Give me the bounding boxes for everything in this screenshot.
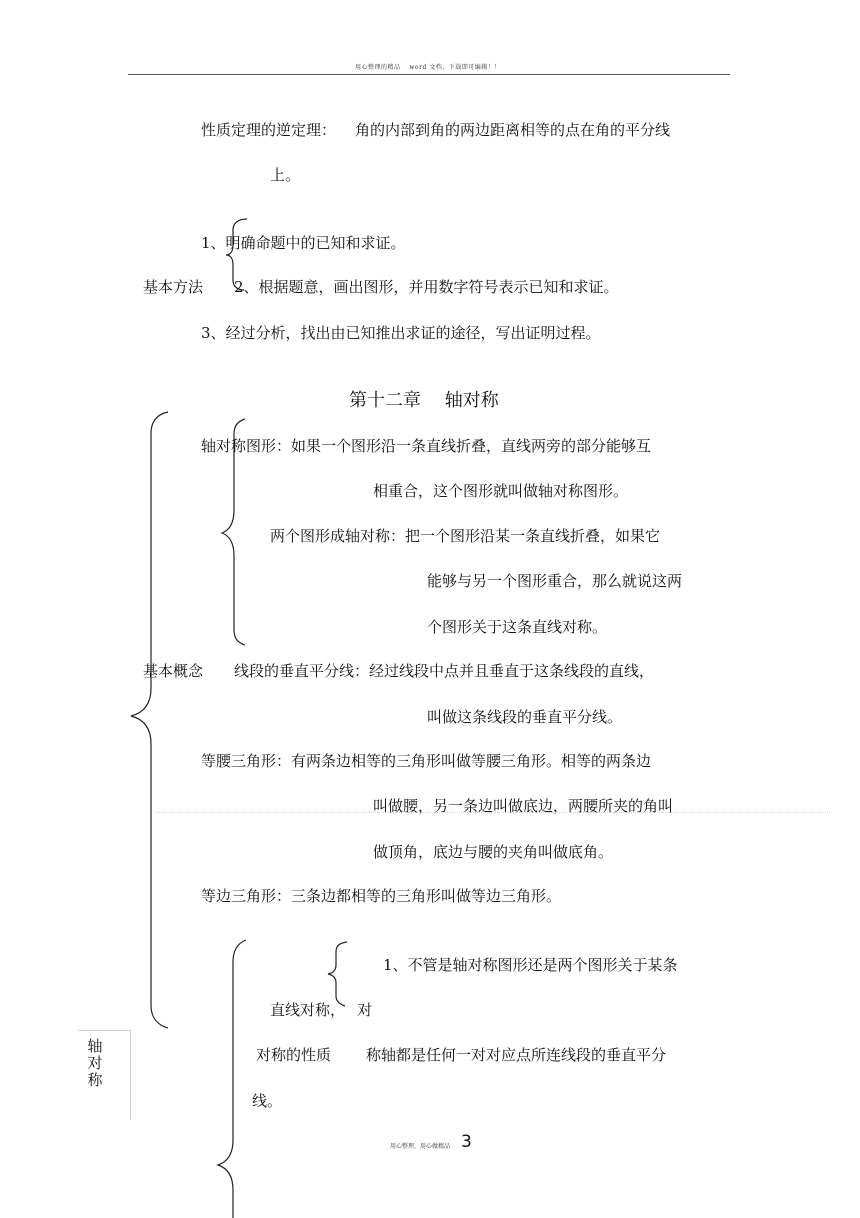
property-1-line4: 线。	[252, 1092, 283, 1110]
footer-note: 用心整理，用心做精品	[390, 1143, 451, 1150]
brace-property-1	[328, 942, 347, 1006]
two-figures-def-line2: 能够与另一个图形重合，那么就说这两	[427, 572, 683, 590]
method-label: 基本方法	[143, 278, 204, 296]
axis-figure-def-line2: 相重合，这个图形就叫做轴对称图形。	[373, 482, 629, 500]
chapter-title: 第十二章 轴对称	[349, 390, 499, 411]
bisector-def-line2: 叫做这条线段的垂直平分线。	[427, 708, 623, 726]
method-step-2: 2、根据题意，画出图形，并用数字符号表示已知和求证。	[234, 278, 619, 296]
method-step-3: 3、经过分析，找出由已知推出求证的途径，写出证明过程。	[201, 324, 601, 342]
isosceles-def-line1: 等腰三角形：有两条边相等的三角形叫做等腰三角形。相等的两条边	[201, 752, 652, 770]
property-1-line1: 1、不管是轴对称图形还是两个图形关于某条	[383, 956, 678, 974]
brace-method	[226, 219, 247, 290]
property-1-line2: 直线对称， 对	[270, 1001, 373, 1019]
two-figures-def-line3: 个图形关于这条直线对称。	[427, 618, 608, 636]
converse-theorem-line2: 上。	[270, 166, 301, 184]
basic-concepts-label: 基本概念	[143, 662, 204, 680]
page-number: 3	[461, 1132, 472, 1152]
isosceles-def-line3: 做顶角，底边与腰的夹角叫做底角。	[373, 843, 614, 861]
converse-theorem-line1: 角的内部到角的两边距离相等的点在角的平分线	[355, 121, 671, 139]
symmetry-properties-label: 对称的性质	[256, 1046, 332, 1064]
header-note: 用心整理的精品 word 文档，下载即可编辑！！	[355, 64, 501, 71]
brace-basic-concepts	[131, 412, 168, 1028]
equilateral-def: 等边三角形：三条边都相等的三角形叫做等边三角形。	[201, 887, 562, 905]
converse-theorem-label: 性质定理的逆定理：	[201, 121, 337, 139]
two-figures-def-line1: 两个图形成轴对称：把一个图形沿某一条直线折叠，如果它	[270, 527, 661, 545]
brace-symmetry-properties	[218, 940, 246, 1218]
property-1-line3: 称轴都是任何一对对应点所连线段的垂直平分	[366, 1046, 667, 1064]
method-step-1: 1、明确命题中的已知和求证。	[201, 234, 406, 252]
axis-figure-def-line1: 轴对称图形：如果一个图形沿一条直线折叠，直线两旁的部分能够互	[201, 437, 652, 455]
isosceles-def-line2: 叫做腰，另一条边叫做底边，两腰所夹的角叫	[373, 797, 674, 815]
bisector-def-line1: 线段的垂直平分线：经过线段中点并且垂直于这条线段的直线，	[234, 662, 655, 680]
side-label: 轴对称	[87, 1037, 103, 1089]
brace-axis-figures	[222, 419, 245, 645]
